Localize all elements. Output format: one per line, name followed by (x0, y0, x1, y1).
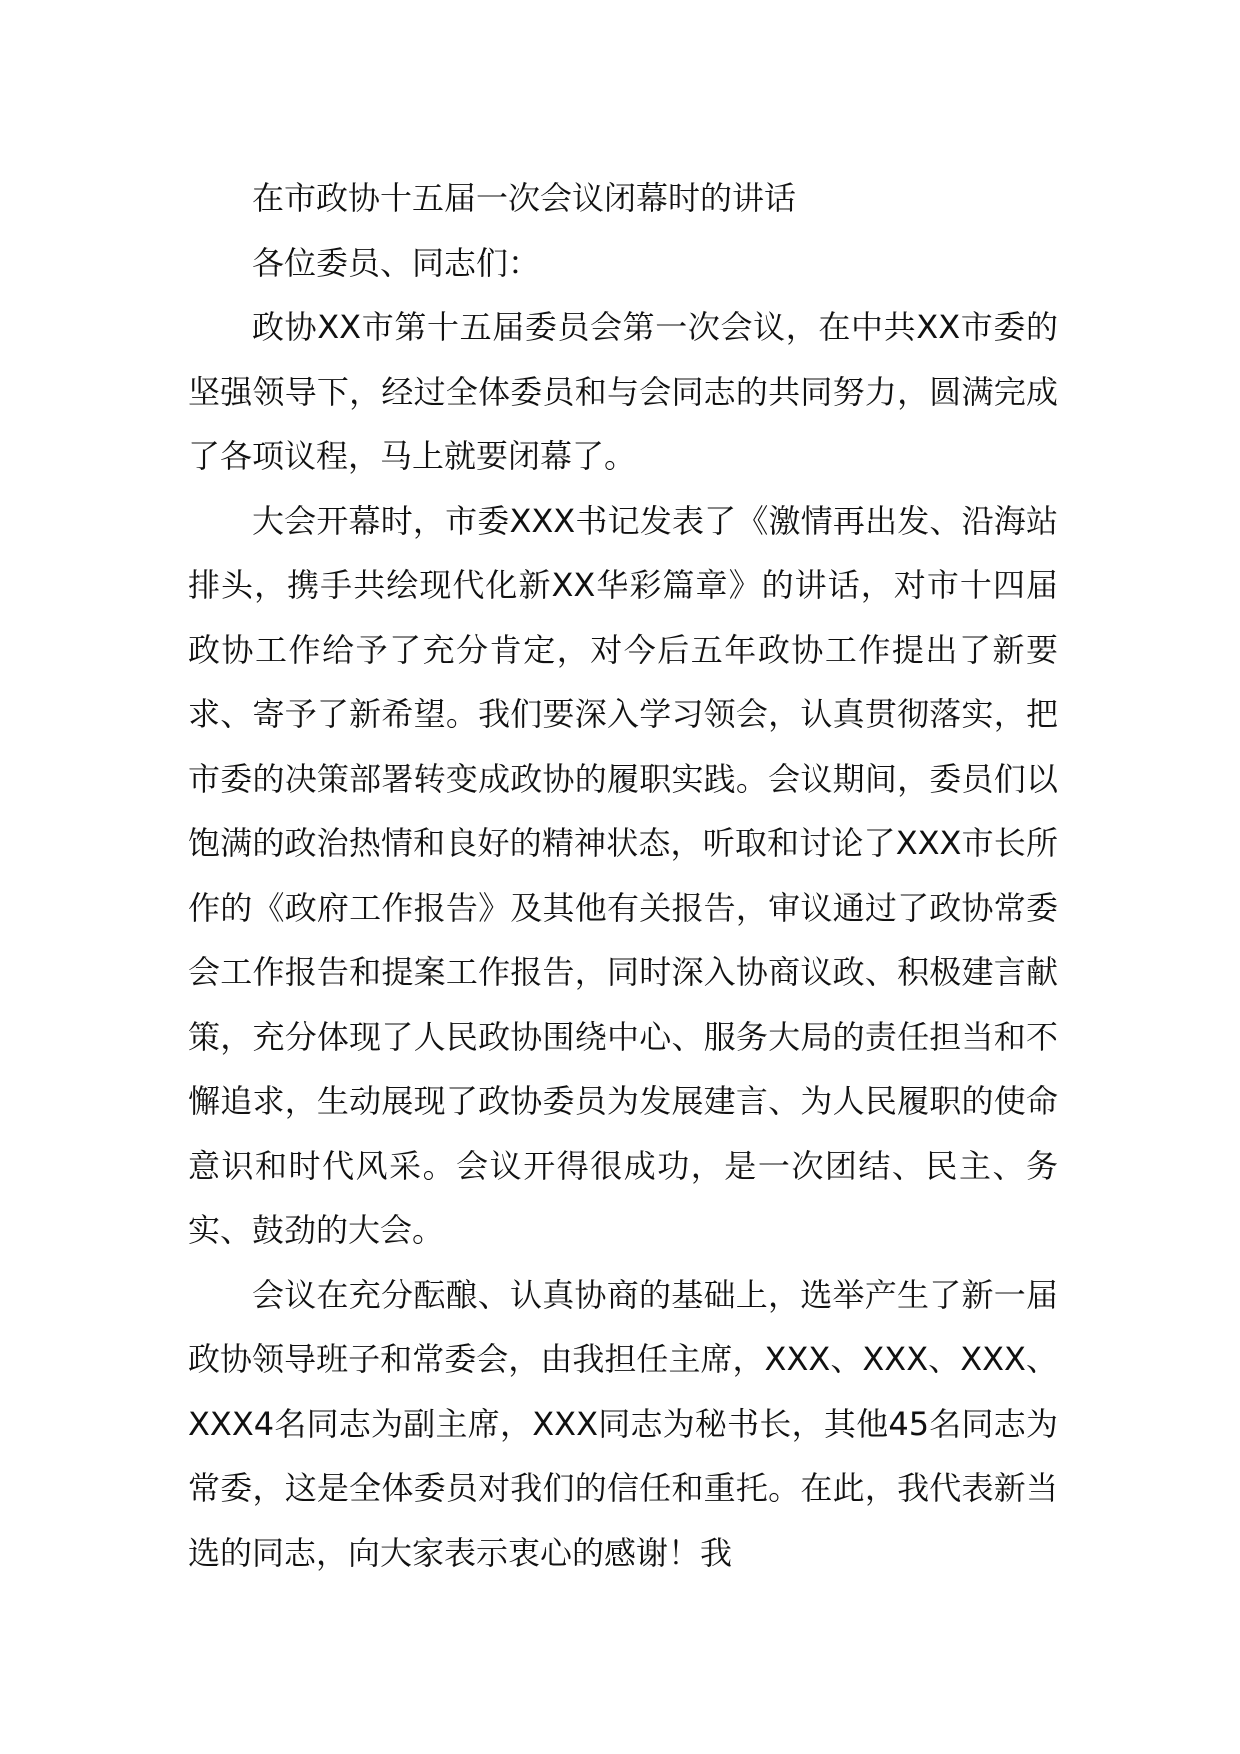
paragraph-2: 大会开幕时，市委XXX书记发表了《激情再出发、沿海站排头，携手共绘现代化新XX华彩篇章》的讲话，对市十四届政协工作给予了充分肯定，对今后五年政协工作提出了新要求、寄予了新希望。我们要深入学习领会，认真贯彻落实，把市委的决策部署转变成政协的履职实践。会议期间，委员们以饱满的政治热情和良好的精神状态，听取和讨论了XXX市长所作的《政府工作报告》及其他有关报告，审议通过了政协常委会工作报告和提案工作报告，同时深入协商议政、积极建言献策，充分体现了人民政协围绕中心、服务大局的责任担当和不懈追求，生动展现了政协委员为发展建言、为人民履职的使命意识和时代风采。会议开得很成功，是一次团结、民主、务实、鼓劲的大会。 (188, 501, 1058, 1249)
paragraph-3: 会议在充分酝酿、认真协商的基础上，选举产生了新一届政协领导班子和常委会，由我担任主席，XXX、XXX、XXX、XXX4名同志为副主席，XXX同志为秘书长，其他45名同志为常委，这是全体委员对我们的信任和重托。在此，我代表新当选的同志，向大家表示衷心的感谢！我 (188, 1275, 1058, 1572)
speech-title: 在市政协十五届一次会议闭幕时的讲话 (252, 179, 797, 217)
paragraph-1: 政协XX市第十五届委员会第一次会议，在中共XX市委的坚强领导下，经过全体委员和与会同志的共同努力，圆满完成了各项议程，马上就要闭幕了。 (188, 308, 1058, 475)
salutation: 各位委员、同志们： (252, 243, 541, 282)
document-body (188, 166, 1058, 1585)
